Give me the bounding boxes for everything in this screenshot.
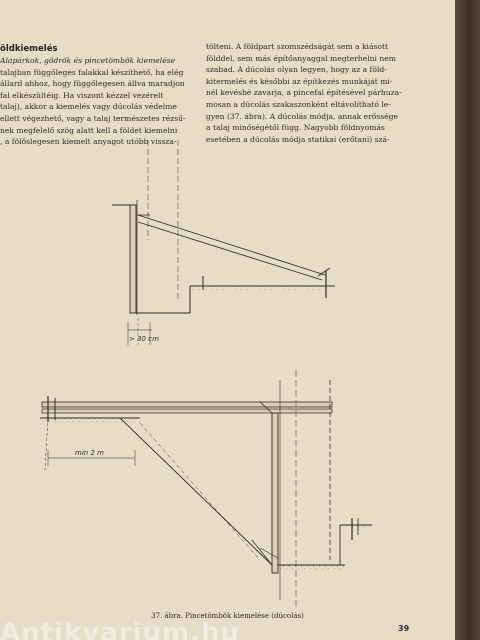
text-line: ellett végezhető, vagy a talaj természetes rézsű-: [0, 113, 186, 123]
text-line: talajban függőleges falakkal készíthető, ha elég: [0, 67, 184, 77]
figure-caption: 37. ábra. Pincetömbök kiemelése (dúcolás): [151, 612, 304, 620]
text-line: nek megfelelő szög alatt kell a földet kiemelni: [0, 125, 178, 135]
section-heading: öldkiemelés: [0, 44, 58, 54]
text-line: állard ahhoz, hogy függőlegesen állva maradjon: [0, 79, 185, 89]
watermark: Antikvarium.hu: [0, 618, 240, 640]
text-line: fal elkészültéig. Ha viszont kézzel vezérelt: [0, 90, 164, 100]
text-line: a talaj minőségétől függ. Nagyobb földnyomás: [206, 123, 385, 133]
bottom-dimension-label: min 2 m: [75, 449, 104, 457]
page-number: 39: [398, 624, 410, 633]
text-line: , a fölöslegesen kiemelt anyagot utóbb vissza-: [0, 137, 177, 147]
top-dimension-label: > 30 cm: [129, 335, 159, 343]
bottom-figure: [40, 370, 372, 610]
top-figure: [112, 140, 335, 345]
text-line: Alapárkok, gödrök és pincetömbök kiemelése: [0, 56, 176, 65]
text-line: szabad. A dúcolás olyan legyen, hogy az a föld-: [206, 65, 387, 75]
text-line: nél kevésbé zavarja, a pincefal építésével párhuza-: [206, 88, 402, 98]
text-line: gyen (37. ábra). A dúcolás módja, annak erőssége: [206, 111, 399, 121]
text-line: kitermelés és későbbi az építkezés munkáját mi-: [206, 76, 393, 86]
text-line: talaj), akkor a kiemelés vagy dúcolás védelme: [0, 102, 177, 112]
text-line: földdel, sem más építőanyaggal megterhelni nem: [206, 53, 396, 63]
book-spine-edge: [455, 0, 480, 640]
text-line: esetében a dúcolás módja statikai (erőtani) szá-: [206, 134, 390, 144]
text-line: mosan a dúcolás szakaszonként eltávolítható le-: [206, 99, 391, 109]
text-line: tölteni. A földpart szomszédságát sem a kiásott: [206, 42, 389, 51]
